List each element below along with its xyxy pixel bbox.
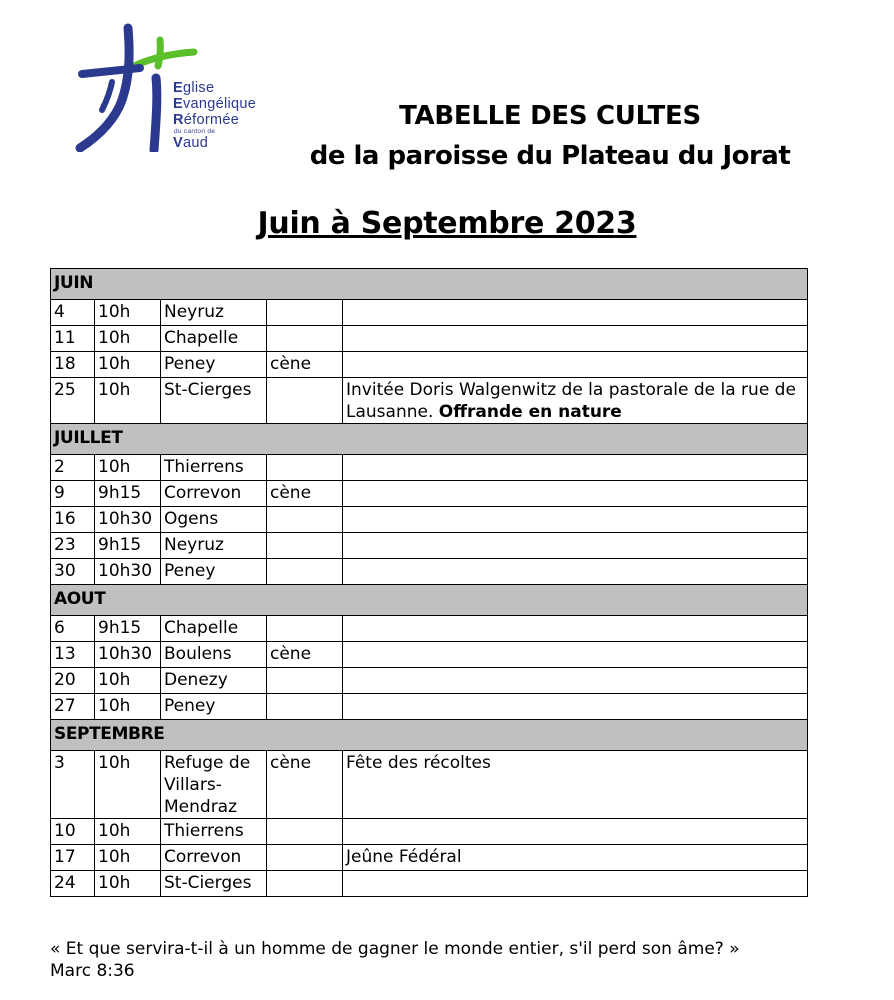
table-row — [51, 845, 808, 871]
note-cell — [343, 507, 808, 533]
time-cell: 10h — [95, 694, 161, 720]
day-cell: 25 — [51, 378, 95, 424]
day-cell: 3 — [51, 751, 95, 819]
day-cell: 27 — [51, 694, 95, 720]
table-row — [51, 533, 808, 559]
cene-cell — [267, 326, 343, 352]
table-row — [51, 819, 808, 845]
place-cell: Denezy — [161, 668, 267, 694]
cene-cell: cène — [267, 481, 343, 507]
note-cell — [343, 378, 808, 424]
time-cell: 10h — [95, 751, 161, 819]
title-line-2: de la paroisse du Plateau du Jorat — [309, 141, 791, 171]
cene-cell — [267, 533, 343, 559]
note-text: Invitée Doris Walgenwitz de la pastorale de la rue de Lausanne. — [346, 380, 796, 422]
table-row — [51, 378, 808, 424]
place-cell: Thierrens — [161, 819, 267, 845]
cene-cell — [267, 694, 343, 720]
table-row — [51, 300, 808, 326]
church-logo — [72, 22, 282, 162]
note-text: Jeûne Fédéral — [346, 847, 462, 867]
note-cell — [343, 668, 808, 694]
cene-cell — [267, 668, 343, 694]
cene-cell — [267, 455, 343, 481]
time-cell: 9h15 — [95, 533, 161, 559]
place-cell: Chapelle — [161, 616, 267, 642]
place-cell: Chapelle — [161, 326, 267, 352]
note-cell — [343, 455, 808, 481]
note-cell — [343, 845, 808, 871]
place-cell: Boulens — [161, 642, 267, 668]
table-row — [51, 481, 808, 507]
table-row — [51, 352, 808, 378]
table-row — [51, 326, 808, 352]
quote-reference: Marc 8:36 — [50, 961, 135, 981]
month-name: JUIN — [51, 269, 808, 300]
day-cell: 30 — [51, 559, 95, 585]
note-bold-text: Offrande en nature — [438, 402, 622, 422]
note-cell — [343, 559, 808, 585]
note-cell — [343, 819, 808, 845]
month-header — [51, 269, 808, 300]
place-cell: St-Cierges — [161, 378, 267, 424]
note-cell — [343, 642, 808, 668]
day-cell: 18 — [51, 352, 95, 378]
table-row — [51, 507, 808, 533]
time-cell: 10h — [95, 819, 161, 845]
place-cell: Peney — [161, 352, 267, 378]
note-cell — [343, 533, 808, 559]
place-cell: Refuge de Villars-Mendraz — [161, 751, 267, 819]
schedule-table — [50, 268, 808, 897]
note-cell — [343, 871, 808, 897]
cene-cell: cène — [267, 352, 343, 378]
note-cell — [343, 326, 808, 352]
bible-quote — [50, 938, 740, 982]
time-cell: 10h — [95, 668, 161, 694]
cene-cell: cène — [267, 642, 343, 668]
quote-text: « Et que servira-t-il à un homme de gagner le monde entier, s'il perd son âme? » — [50, 939, 740, 959]
place-cell: Peney — [161, 694, 267, 720]
cene-cell — [267, 819, 343, 845]
day-cell: 11 — [51, 326, 95, 352]
note-cell — [343, 481, 808, 507]
cene-cell — [267, 559, 343, 585]
note-cell — [343, 751, 808, 819]
cene-cell — [267, 845, 343, 871]
document-title — [300, 96, 800, 176]
time-cell: 9h15 — [95, 481, 161, 507]
cene-cell — [267, 378, 343, 424]
day-cell: 10 — [51, 819, 95, 845]
place-cell: Thierrens — [161, 455, 267, 481]
time-cell: 10h — [95, 871, 161, 897]
month-header — [51, 585, 808, 616]
table-row — [51, 616, 808, 642]
table-row — [51, 455, 808, 481]
time-cell: 10h30 — [95, 559, 161, 585]
cene-cell — [267, 871, 343, 897]
month-name: JUILLET — [51, 424, 808, 455]
day-cell: 6 — [51, 616, 95, 642]
day-cell: 2 — [51, 455, 95, 481]
month-name: SEPTEMBRE — [51, 720, 808, 751]
day-cell: 9 — [51, 481, 95, 507]
cene-cell: cène — [267, 751, 343, 819]
place-cell: Correvon — [161, 481, 267, 507]
note-cell — [343, 300, 808, 326]
place-cell: Peney — [161, 559, 267, 585]
time-cell: 10h30 — [95, 642, 161, 668]
cene-cell — [267, 300, 343, 326]
place-cell: Neyruz — [161, 533, 267, 559]
place-cell: Ogens — [161, 507, 267, 533]
table-row — [51, 871, 808, 897]
day-cell: 16 — [51, 507, 95, 533]
month-header — [51, 424, 808, 455]
period-heading: Juin à Septembre 2023 — [257, 206, 637, 241]
day-cell: 13 — [51, 642, 95, 668]
place-cell: Correvon — [161, 845, 267, 871]
table-row — [51, 559, 808, 585]
time-cell: 10h — [95, 845, 161, 871]
table-row — [51, 642, 808, 668]
place-cell: Neyruz — [161, 300, 267, 326]
note-cell — [343, 616, 808, 642]
cene-cell — [267, 616, 343, 642]
time-cell: 9h15 — [95, 616, 161, 642]
day-cell: 4 — [51, 300, 95, 326]
day-cell: 17 — [51, 845, 95, 871]
logo-wordmark: Eglise Evangélique Réformée du canton de Vaud — [173, 80, 257, 151]
time-cell: 10h — [95, 455, 161, 481]
note-cell — [343, 694, 808, 720]
time-cell: 10h — [95, 300, 161, 326]
day-cell: 24 — [51, 871, 95, 897]
note-text: Fête des récoltes — [346, 753, 491, 773]
time-cell: 10h30 — [95, 507, 161, 533]
title-line-1: TABELLE DES CULTES — [399, 101, 701, 131]
time-cell: 10h — [95, 326, 161, 352]
day-cell: 20 — [51, 668, 95, 694]
place-cell: St-Cierges — [161, 871, 267, 897]
time-cell: 10h — [95, 378, 161, 424]
table-row — [51, 694, 808, 720]
note-cell — [343, 352, 808, 378]
table-row — [51, 751, 808, 819]
cene-cell — [267, 507, 343, 533]
month-name: AOUT — [51, 585, 808, 616]
time-cell: 10h — [95, 352, 161, 378]
table-row — [51, 668, 808, 694]
month-header — [51, 720, 808, 751]
day-cell: 23 — [51, 533, 95, 559]
